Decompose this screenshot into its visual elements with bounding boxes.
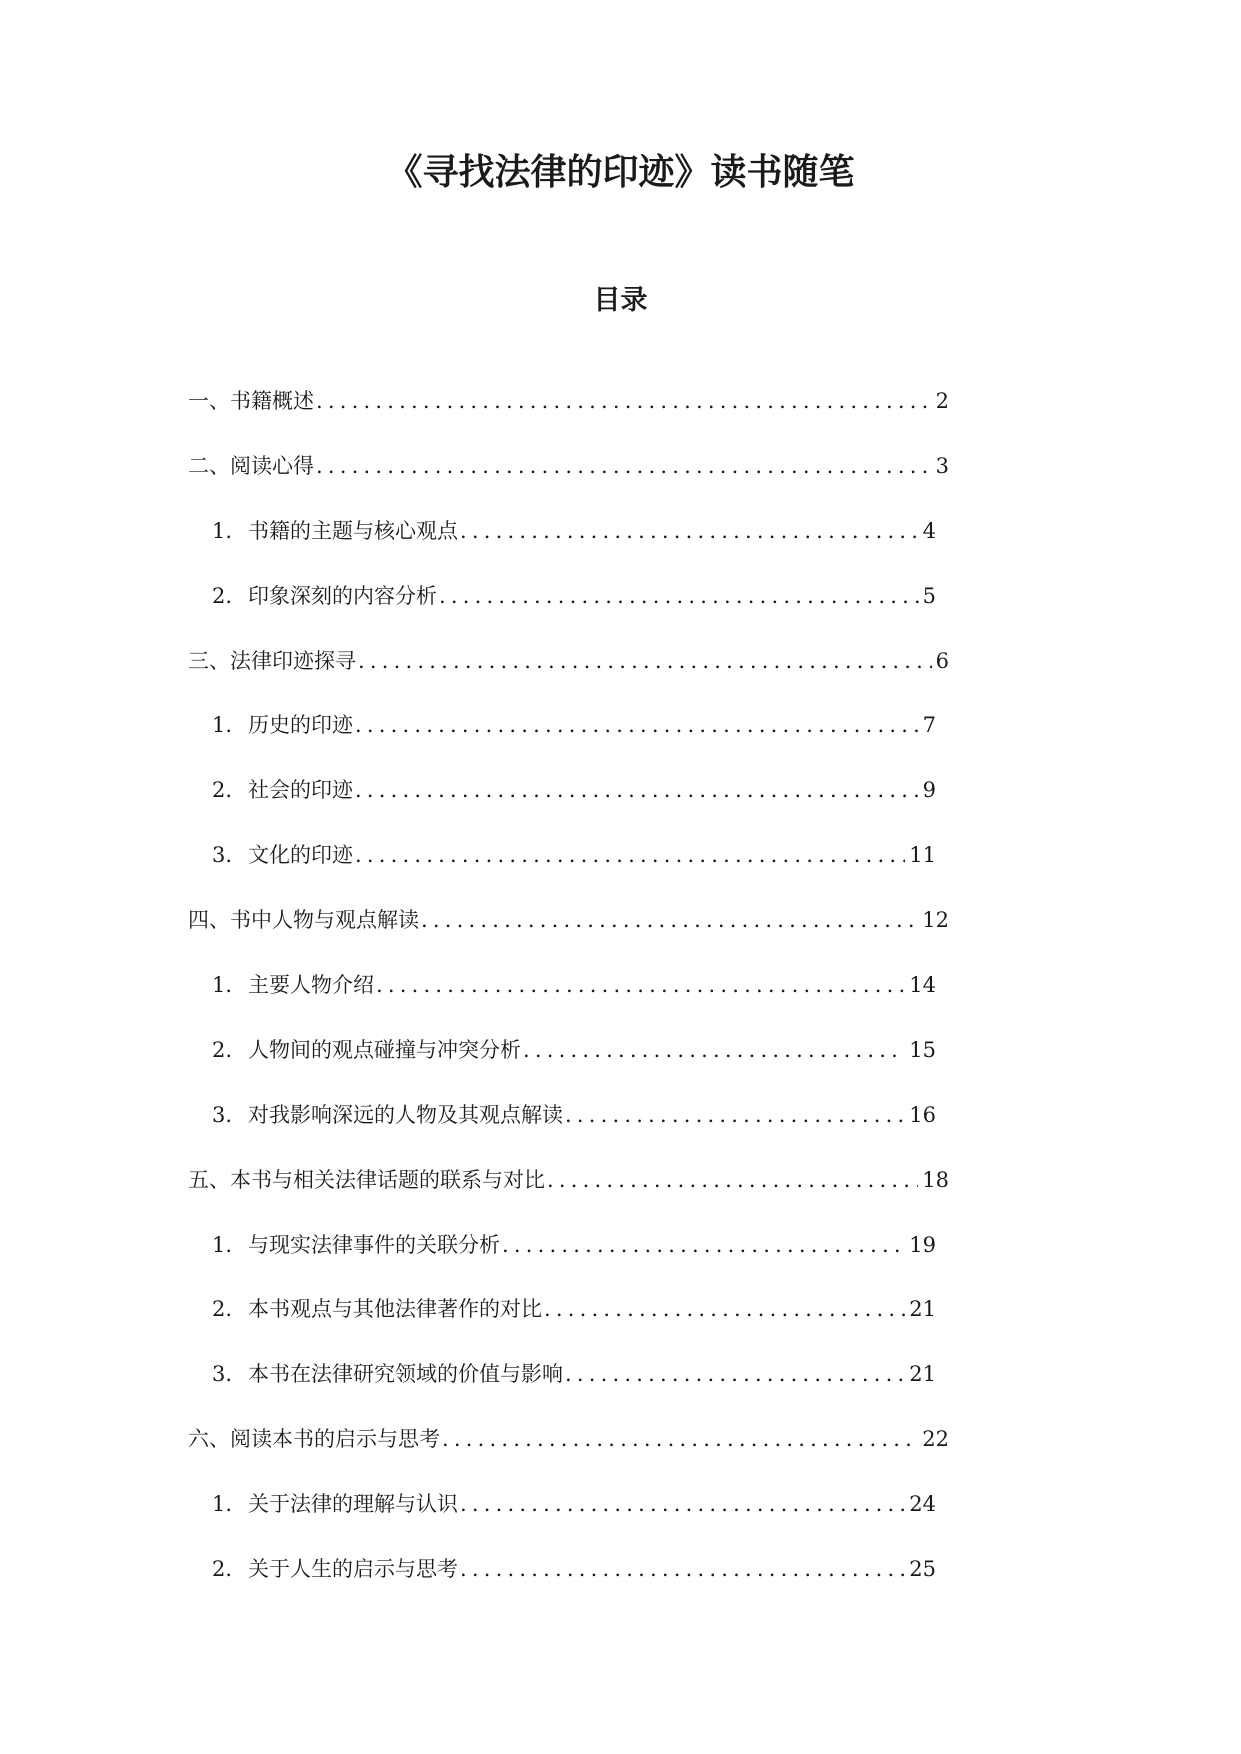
toc-entry-number: 1. [212,518,233,543]
toc-entry-row[interactable] [212,1035,936,1065]
toc-entry-title[interactable]: 对我影响深远的人物及其观点解读 [248,1102,563,1127]
toc-entry-number: 2. [212,778,233,803]
toc-entry-row[interactable] [212,1554,936,1584]
toc-entry-title[interactable]: 与现实法律事件的关联分析 [248,1232,500,1257]
toc-entry-title[interactable]: 六、阅读本书的启示与思考 [188,1427,440,1452]
toc-page-number[interactable]: 5 [922,583,936,608]
toc-dot-leader [376,970,905,1000]
toc-entry-title[interactable]: 一、书籍概述 [188,389,314,413]
toc-entry-number: 1. [212,973,233,998]
toc-dot-leader [421,905,918,935]
toc-entry-row[interactable] [212,1230,936,1260]
toc-entry-number: 2. [212,1557,233,1582]
toc-page-number[interactable]: 3 [935,453,949,478]
toc-page-number[interactable]: 22 [922,1427,949,1452]
toc-entry-title[interactable]: 社会的印迹 [248,778,353,803]
toc-entry-row[interactable] [212,1489,936,1519]
toc-entry[interactable] [0,578,1241,643]
toc-page-number[interactable]: 21 [909,1297,936,1322]
toc-entry-row[interactable] [212,775,936,805]
toc-page-number[interactable]: 15 [909,1037,936,1062]
toc-dot-leader [544,1294,905,1324]
toc-dot-leader [502,1230,905,1260]
toc-entry-title[interactable]: 印象深刻的内容分析 [248,583,437,608]
toc-entry[interactable] [0,1227,1241,1292]
toc-entry[interactable] [0,643,1241,708]
toc-entry-row[interactable] [188,905,949,935]
toc-dot-leader [316,386,932,416]
toc-entry-row[interactable] [188,1165,949,1195]
toc-entry-title[interactable]: 书籍的主题与核心观点 [248,518,458,543]
toc-entry-number: 2. [212,1037,233,1062]
toc-entry-row[interactable] [212,1294,936,1324]
toc-page-number[interactable]: 16 [909,1102,936,1127]
toc-dot-leader [358,646,932,676]
toc-dot-leader [460,516,919,546]
document-title: 《寻找法律的印迹》读书随笔 [386,152,855,193]
toc-entry-row[interactable] [212,970,936,1000]
toc-dot-leader [442,1424,918,1454]
toc-dot-leader [523,1035,905,1065]
toc-entry-number: 2. [212,583,233,608]
toc-entry-row[interactable] [188,646,949,676]
toc-entry-row[interactable] [212,581,936,611]
toc-page-number[interactable]: 14 [909,973,936,998]
toc-entry-number: 2. [212,1297,233,1322]
toc-page-number[interactable]: 2 [935,389,949,413]
toc-dot-leader [460,1554,905,1584]
toc-page-number[interactable]: 9 [922,778,936,803]
toc-entry-title[interactable]: 五、本书与相关法律话题的联系与对比 [188,1167,545,1192]
toc-page-number[interactable]: 4 [922,518,936,543]
toc-page-number[interactable]: 19 [909,1232,936,1257]
toc-dot-leader [547,1165,918,1195]
toc-entry[interactable] [0,1551,1241,1616]
toc-entry[interactable] [0,1486,1241,1551]
toc-entry-title[interactable]: 关于人生的启示与思考 [248,1557,458,1582]
toc-page-number[interactable]: 21 [909,1362,936,1387]
toc-entry[interactable] [0,383,1241,448]
toc-entry-title[interactable]: 关于法律的理解与认识 [248,1492,458,1517]
toc-entry-row[interactable] [212,1359,936,1389]
toc-entry-row[interactable] [188,451,949,481]
toc-entry-title[interactable]: 主要人物介绍 [248,973,374,998]
toc-entry-title[interactable]: 本书在法律研究领域的价值与影响 [248,1362,563,1387]
toc-entry[interactable] [0,1356,1241,1421]
toc-dot-leader [439,581,919,611]
toc-entry-number: 3. [212,1102,233,1127]
toc-entry-number: 3. [212,1362,233,1387]
toc-page-number[interactable]: 7 [922,713,936,738]
toc-entry-title[interactable]: 三、法律印迹探寻 [188,648,356,673]
toc-entry-number: 1. [212,713,233,738]
toc-entry[interactable] [0,1162,1241,1227]
toc-entry[interactable] [0,967,1241,1032]
toc-dot-leader [355,775,919,805]
toc-dot-leader [460,1489,905,1519]
toc-entry-row[interactable] [188,386,949,416]
toc-dot-leader [565,1100,905,1130]
toc-entry-title[interactable]: 四、书中人物与观点解读 [188,908,419,933]
toc-page-number[interactable]: 18 [922,1167,949,1192]
toc-entry[interactable] [0,772,1241,837]
toc-dot-leader [565,1359,905,1389]
toc-page-number[interactable]: 25 [909,1557,936,1582]
toc-entry-row[interactable] [212,840,936,870]
toc-entry[interactable] [0,1421,1241,1486]
toc-entry[interactable] [0,837,1241,902]
toc-entry-row[interactable] [188,1424,949,1454]
toc-entry-title[interactable]: 文化的印迹 [248,843,353,868]
toc-entry-number: 1. [212,1232,233,1257]
toc-entry[interactable] [0,707,1241,772]
toc-entry-title[interactable]: 本书观点与其他法律著作的对比 [248,1297,542,1322]
toc-entry-number: 3. [212,843,233,868]
toc-entry[interactable] [0,1032,1241,1097]
toc-entry[interactable] [0,902,1241,967]
toc-entry-title[interactable]: 历史的印迹 [248,713,353,738]
toc-entry-row[interactable] [212,1100,936,1130]
toc-entry-row[interactable] [212,516,936,546]
toc-entry-title[interactable]: 人物间的观点碰撞与冲突分析 [248,1037,521,1062]
toc-dot-leader [355,840,905,870]
table-of-contents [0,383,1241,1616]
toc-entry[interactable] [0,1097,1241,1162]
toc-page-number[interactable]: 11 [909,843,936,868]
toc-page-number[interactable]: 6 [935,648,949,673]
toc-dot-leader [316,451,932,481]
toc-entry-number: 1. [212,1492,233,1517]
toc-entry-row[interactable] [212,710,936,740]
toc-entry[interactable] [0,513,1241,578]
toc-entry-title[interactable]: 二、阅读心得 [188,453,314,478]
toc-entry[interactable] [0,1291,1241,1356]
toc-entry[interactable] [0,448,1241,513]
toc-page-number[interactable]: 24 [909,1492,936,1517]
toc-heading: 目录 [593,285,648,316]
toc-dot-leader [355,710,919,740]
toc-page-number[interactable]: 12 [922,908,949,933]
